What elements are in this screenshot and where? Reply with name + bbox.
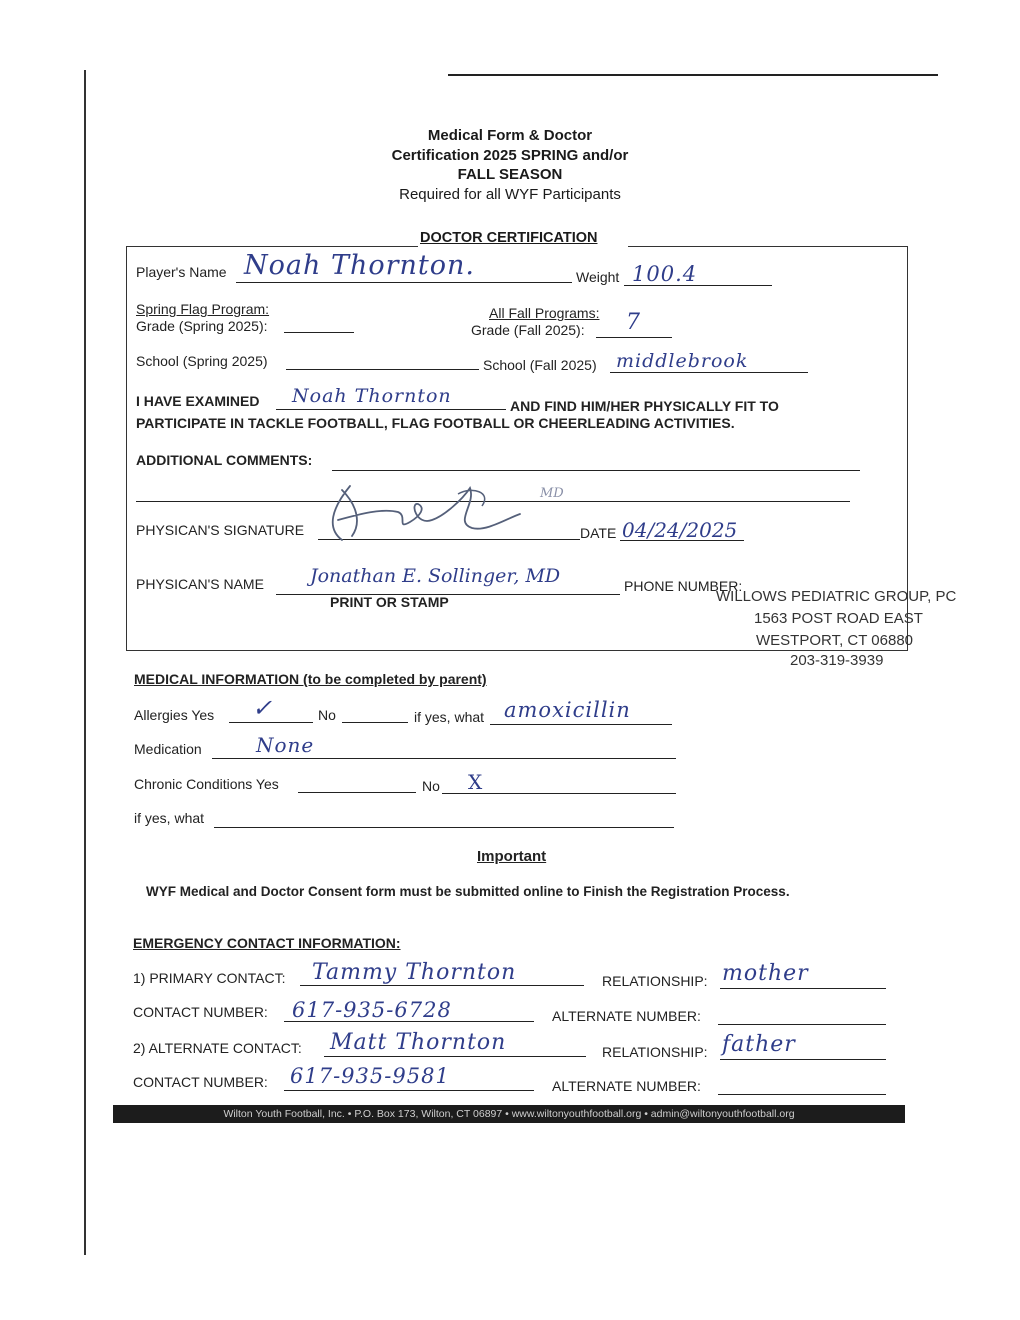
physician-signature[interactable] <box>322 478 552 554</box>
medical-info-title: MEDICAL INFORMATION (to be completed by parent) <box>134 671 487 687</box>
player-name-line <box>236 282 572 283</box>
doctor-box-top-right <box>628 246 908 247</box>
fall-program-label: All Fall Programs: <box>489 305 600 321</box>
allergies-what-line <box>490 724 672 725</box>
signature-label: PHYSICAN'S SIGNATURE <box>136 522 305 538</box>
fall-school-line <box>610 372 808 373</box>
physician-name-value[interactable]: Jonathan E. Sollinger, MD <box>310 565 561 587</box>
primary-contact-value[interactable]: Tammy Thornton <box>312 960 517 985</box>
alternate-alt-number-line <box>718 1094 886 1095</box>
if-yes-what-label: if yes, what <box>134 810 205 826</box>
chronic-no-mark[interactable]: X <box>468 770 484 794</box>
alternate-contact-line <box>324 1056 586 1057</box>
alternate-number-value[interactable]: 617-935-9581 <box>290 1064 450 1088</box>
fall-grade-label: Grade (Fall 2025): <box>471 322 585 338</box>
doctor-box-top-left <box>126 246 418 247</box>
primary-contact-label: 1) PRIMARY CONTACT: <box>133 970 286 986</box>
header-title-line3: FALL SEASON <box>457 166 563 183</box>
comments-line1 <box>332 470 860 471</box>
physician-name-label: PHYSICAN'S NAME <box>136 576 264 592</box>
alternate-relationship-line <box>720 1059 886 1060</box>
allergies-if-yes-label: if yes, what <box>414 709 485 725</box>
spring-school-line <box>286 369 479 370</box>
primary-contact-line <box>300 985 584 986</box>
fall-grade-line <box>596 337 672 338</box>
medication-value[interactable]: None <box>256 733 315 757</box>
stamp-practice-name: WILLOWS PEDIATRIC GROUP, PC <box>716 588 957 605</box>
examined-label: I HAVE EXAMINED <box>136 393 260 409</box>
fit-text-line1: AND FIND HIM/HER PHYSICALLY FIT TO <box>510 398 779 414</box>
important-text: WYF Medical and Doctor Consent form must be submitted online to Finish the Registration Process. <box>146 884 790 899</box>
alternate-number-label: CONTACT NUMBER: <box>133 1074 268 1090</box>
alternate-relationship-label: RELATIONSHIP: <box>602 1044 708 1060</box>
spring-program-label: Spring Flag Program: <box>136 301 270 317</box>
header-title-line1: Medical Form & Doctor <box>427 127 593 144</box>
allergies-no-line <box>342 722 408 723</box>
examined-line <box>276 409 506 410</box>
alternate-contact-value[interactable]: Matt Thornton <box>330 1030 507 1055</box>
chronic-label: Chronic Conditions Yes <box>134 776 279 792</box>
signature-md-mark: MD <box>540 486 564 501</box>
fall-school-value[interactable]: middlebrook <box>616 350 749 372</box>
primary-alt-number-line <box>718 1024 886 1025</box>
if-yes-what-line <box>214 827 674 828</box>
allergies-value[interactable]: amoxicillin <box>504 698 631 722</box>
emergency-title: EMERGENCY CONTACT INFORMATION: <box>133 935 401 951</box>
doctor-cert-title: DOCTOR CERTIFICATION <box>420 230 598 246</box>
scan-edge-line-left <box>84 70 86 1255</box>
comments-label: ADDITIONAL COMMENTS: <box>136 452 313 468</box>
fit-text-line2: PARTICIPATE IN TACKLE FOOTBALL, FLAG FOOTBALL OR CHEERLEADING ACTIVITIES. <box>136 415 735 431</box>
stamp-phone: 203-319-3939 <box>790 652 884 669</box>
chronic-yes-line <box>298 792 416 793</box>
spring-grade-label: Grade (Spring 2025): <box>136 318 268 334</box>
footer-bar: Wilton Youth Football, Inc. • P.O. Box 173, Wilton, CT 06897 • www.wiltonyouthfootball.org • admin@wiltonyouthfootball.org <box>113 1105 905 1123</box>
print-stamp-label: PRINT OR STAMP <box>330 594 449 610</box>
allergies-yes-mark[interactable]: ✓ <box>252 694 274 722</box>
date-value[interactable]: 04/24/2025 <box>622 518 738 542</box>
weight-value[interactable]: 100.4 <box>632 262 698 286</box>
primary-number-label: CONTACT NUMBER: <box>133 1004 268 1020</box>
primary-relationship-label: RELATIONSHIP: <box>602 973 708 989</box>
spring-school-label: School (Spring 2025) <box>136 353 268 369</box>
medication-label: Medication <box>134 741 202 757</box>
alternate-alt-number-label: ALTERNATE NUMBER: <box>552 1078 701 1094</box>
chronic-no-label: No <box>422 778 440 794</box>
allergies-no-label: No <box>318 707 336 723</box>
alternate-number-line <box>284 1090 534 1091</box>
date-label: DATE <box>580 525 617 541</box>
scan-edge-line-top <box>448 74 938 76</box>
primary-relationship-line <box>720 988 886 989</box>
alternate-relationship-value[interactable]: father <box>722 1032 796 1057</box>
primary-number-value[interactable]: 617-935-6728 <box>292 998 452 1022</box>
header-title-line2: Certification 2025 SPRING and/or <box>391 146 629 164</box>
stamp-city: WESTPORT, CT 06880 <box>756 632 914 649</box>
fall-grade-value[interactable]: 7 <box>626 310 641 335</box>
weight-label: Weight <box>576 269 620 285</box>
alternate-contact-label: 2) ALTERNATE CONTACT: <box>133 1040 302 1056</box>
spring-grade-line <box>284 332 354 333</box>
primary-alt-number-label: ALTERNATE NUMBER: <box>552 1008 701 1024</box>
player-name-value[interactable]: Noah Thornton. <box>244 250 475 281</box>
form-header <box>0 126 1020 204</box>
primary-relationship-value[interactable]: mother <box>722 961 809 986</box>
header-subtitle: Required for all WYF Participants <box>399 185 621 203</box>
fall-school-label: School (Fall 2025) <box>483 357 597 373</box>
phone-label: PHONE NUMBER: <box>624 578 743 594</box>
allergies-yes-line <box>229 722 313 723</box>
allergies-label: Allergies Yes <box>134 707 215 723</box>
stamp-address: 1563 POST ROAD EAST <box>754 610 923 627</box>
medication-line <box>212 758 676 759</box>
important-title: Important <box>477 848 547 865</box>
player-name-label: Player's Name <box>136 264 227 280</box>
examined-value[interactable]: Noah Thornton <box>292 385 452 407</box>
